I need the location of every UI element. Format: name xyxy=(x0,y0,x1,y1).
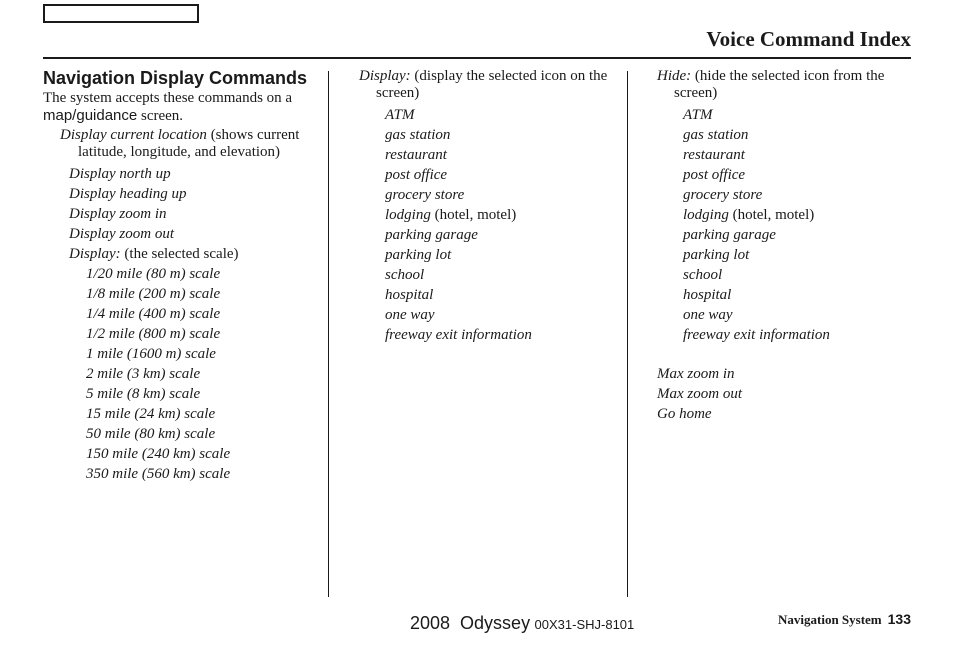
icon-item: freeway exit information xyxy=(385,327,532,343)
command-display-icon xyxy=(359,68,621,102)
icon-item: grocery store xyxy=(385,187,465,203)
icon-item: post office xyxy=(385,167,448,183)
command-item: Display zoom in xyxy=(69,206,167,222)
command-note: (the selected scale) xyxy=(124,246,239,262)
intro-after: screen. xyxy=(140,108,184,124)
icon-item: ATM xyxy=(385,107,415,123)
scale-item: 1/4 mile (400 m) scale xyxy=(86,306,221,322)
icon-item: parking lot xyxy=(385,247,452,263)
command-display-scale xyxy=(43,244,318,264)
icon-item: gas station xyxy=(385,127,451,143)
command-item: Display heading up xyxy=(69,186,187,202)
command-item: Go home xyxy=(657,406,712,422)
command-text: Display: xyxy=(359,68,411,84)
intro-screen-name: map/guidance xyxy=(43,107,138,124)
command-note: (hide the selected icon from the screen) xyxy=(674,68,885,101)
icon-item: post office xyxy=(683,167,746,183)
icon-item: hospital xyxy=(385,287,434,303)
footer-model-name: 2008 Odyssey xyxy=(410,613,531,633)
scale-item: 1/2 mile (800 m) scale xyxy=(86,326,221,342)
icon-item: freeway exit information xyxy=(683,327,830,343)
scale-item: 15 mile (24 km) scale xyxy=(86,406,216,422)
command-note: (shows current latitude, longitude, and elevation) xyxy=(78,127,300,160)
scale-item: 350 mile (560 km) scale xyxy=(86,466,231,482)
scale-item: 5 mile (8 km) scale xyxy=(86,386,201,402)
scale-item: 2 mile (3 km) scale xyxy=(86,366,201,382)
column-1 xyxy=(43,68,318,484)
command-item: Display north up xyxy=(69,166,171,182)
icon-item: school xyxy=(683,267,723,283)
icon-item-note: (hotel, motel) xyxy=(434,207,517,223)
scale-item: 1/8 mile (200 m) scale xyxy=(86,286,221,302)
icon-item: hospital xyxy=(683,287,732,303)
command-text: Hide: xyxy=(657,68,692,84)
command-item: Display zoom out xyxy=(69,226,174,242)
command-hide-icon xyxy=(657,68,911,102)
column-3 xyxy=(657,68,911,424)
footer-model xyxy=(410,613,634,634)
icon-item: one way xyxy=(683,307,733,323)
spacer xyxy=(657,345,911,364)
icon-item: gas station xyxy=(683,127,749,143)
footer-page-info xyxy=(778,611,911,628)
icon-item: restaurant xyxy=(683,147,745,163)
icon-item: lodging (hotel, motel) xyxy=(683,207,815,223)
footer-code: 00X31-SHJ-8101 xyxy=(534,617,635,632)
icon-item: school xyxy=(385,267,425,283)
command-text: Display: xyxy=(69,246,121,262)
footer-section: Navigation System xyxy=(778,612,882,627)
icon-item: parking garage xyxy=(683,227,776,243)
intro-before: The system accepts these commands on a xyxy=(43,90,293,106)
command-item: Max zoom out xyxy=(657,386,742,402)
scale-item: 50 mile (80 km) scale xyxy=(86,426,216,442)
section-tab-box xyxy=(43,4,199,23)
icon-item: parking garage xyxy=(385,227,478,243)
command-text: Display current location xyxy=(60,127,207,143)
icon-item: lodging (hotel, motel) xyxy=(385,207,517,223)
scale-item: 1 mile (1600 m) scale xyxy=(86,346,216,362)
icon-item-note: (hotel, motel) xyxy=(732,207,815,223)
command-note: (display the selected icon on the screen) xyxy=(376,68,608,101)
header-rule xyxy=(43,57,911,59)
icon-item: ATM xyxy=(683,107,713,123)
icon-item: grocery store xyxy=(683,187,763,203)
section-heading: Navigation Display Commands xyxy=(43,68,308,88)
intro-text xyxy=(43,90,318,125)
scale-item: 150 mile (240 km) scale xyxy=(86,446,231,462)
column-divider-2 xyxy=(627,71,628,597)
page-title: Voice Command Index xyxy=(706,27,911,51)
column-2 xyxy=(359,68,621,345)
page-number: 133 xyxy=(887,611,911,627)
column-divider-1 xyxy=(328,71,329,597)
icon-item: restaurant xyxy=(385,147,447,163)
scale-item: 1/20 mile (80 m) scale xyxy=(86,266,221,282)
command-item: Max zoom in xyxy=(657,366,735,382)
icon-item: parking lot xyxy=(683,247,750,263)
icon-item: one way xyxy=(385,307,435,323)
command-display-current-location xyxy=(43,127,318,161)
